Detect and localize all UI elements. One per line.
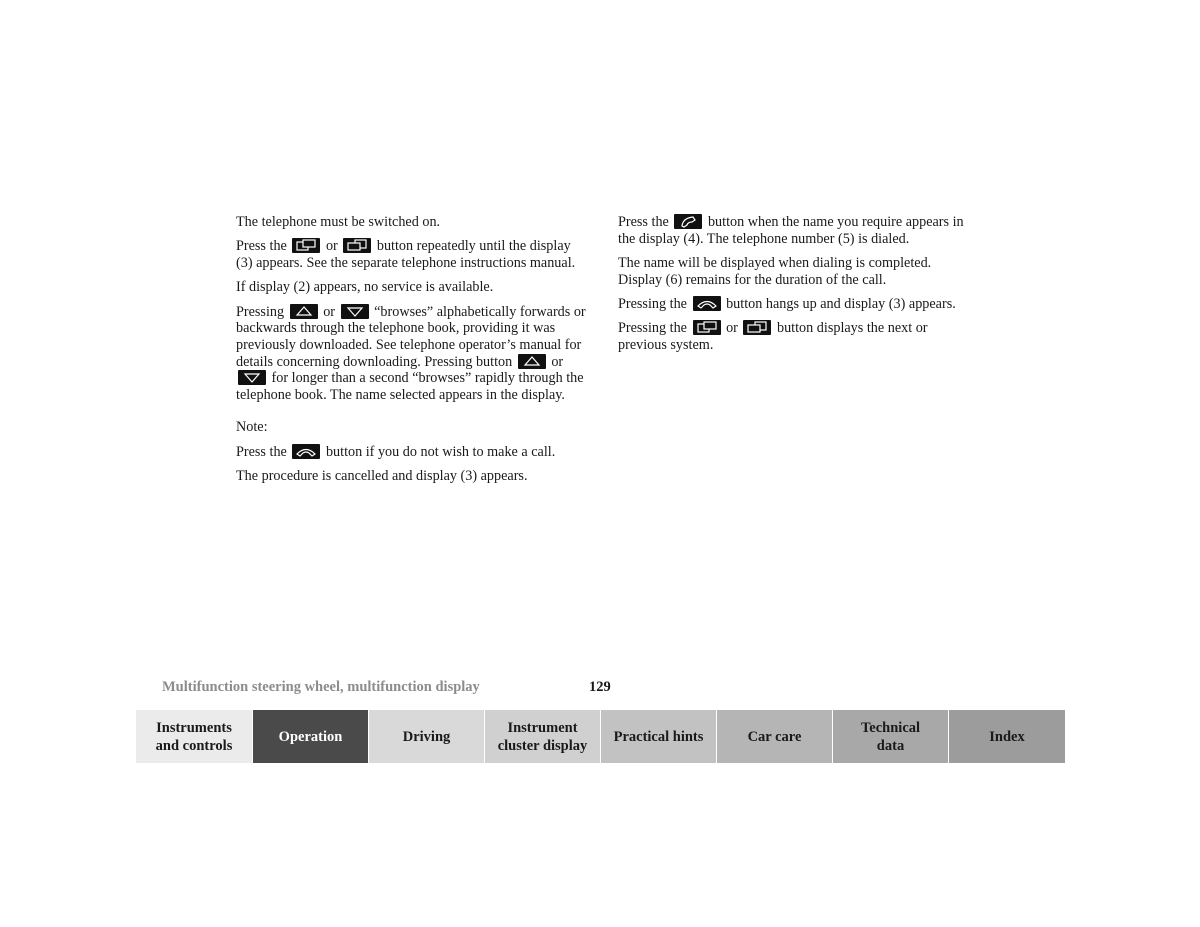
dial-instruction: Press the button when the name you require appears in the display (4). The telephone number (5) is dialed. — [618, 214, 964, 247]
tab-instrument-cluster-display[interactable]: Instrument cluster display — [485, 710, 601, 763]
left-column — [236, 214, 586, 493]
name-displayed-note: The name will be displayed when dialing is completed. Display (6) remains for the duration of the call. — [618, 254, 932, 288]
phone-send-icon — [674, 214, 702, 229]
system-back-icon — [743, 320, 771, 335]
tab-index[interactable]: Index — [949, 710, 1065, 763]
cancelled-note: The procedure is cancelled and display (3) appears. — [236, 468, 528, 485]
phone-end-icon — [693, 296, 721, 311]
tab-driving[interactable]: Driving — [369, 710, 485, 763]
no-service-note: If display (2) appears, no service is available. — [236, 279, 494, 296]
cancel-call-instruction: Press the button if you do not wish to make a call. — [236, 443, 556, 460]
phone-end-icon — [292, 444, 320, 459]
scroll-up-icon — [518, 354, 546, 369]
scroll-down-icon — [238, 370, 266, 385]
system-back-icon — [343, 238, 371, 253]
system-forward-icon — [292, 238, 320, 253]
tab-instruments-and-controls[interactable]: Instruments and controls — [136, 710, 253, 763]
tab-technical-data[interactable]: Technical data — [833, 710, 949, 763]
select-system-instruction: Press the or button repeatedly until the display (3) appears. See the separate telephone instructions manual. — [236, 238, 576, 271]
system-forward-icon — [693, 320, 721, 335]
tab-practical-hints[interactable]: Practical hints — [601, 710, 717, 763]
scroll-up-icon — [290, 304, 318, 319]
tab-car-care[interactable]: Car care — [717, 710, 833, 763]
browse-instruction: Pressing or “browses” alphabetically forwards or backwards through the telephone book, providing it was previously downloaded. See telephone operator’s manual for details concerning downloading. Pressing button or for longer than a second “browses” rapidly through the telephone book. The name selected appears in the display. — [236, 303, 586, 403]
note-heading: Note: — [236, 419, 268, 436]
right-column — [618, 214, 968, 361]
section-title: Multifunction steering wheel, multifunction display — [162, 679, 480, 695]
page-number: 129 — [589, 679, 611, 695]
next-system-instruction: Pressing the or button displays the next or previous system. — [618, 320, 928, 353]
section-tabs — [136, 710, 1065, 763]
tab-operation[interactable]: Operation — [253, 710, 369, 763]
switch-on-instruction: The telephone must be switched on. — [236, 214, 441, 230]
scroll-down-icon — [341, 304, 369, 319]
hang-up-instruction: Pressing the button hangs up and display (3) appears. — [618, 295, 956, 312]
